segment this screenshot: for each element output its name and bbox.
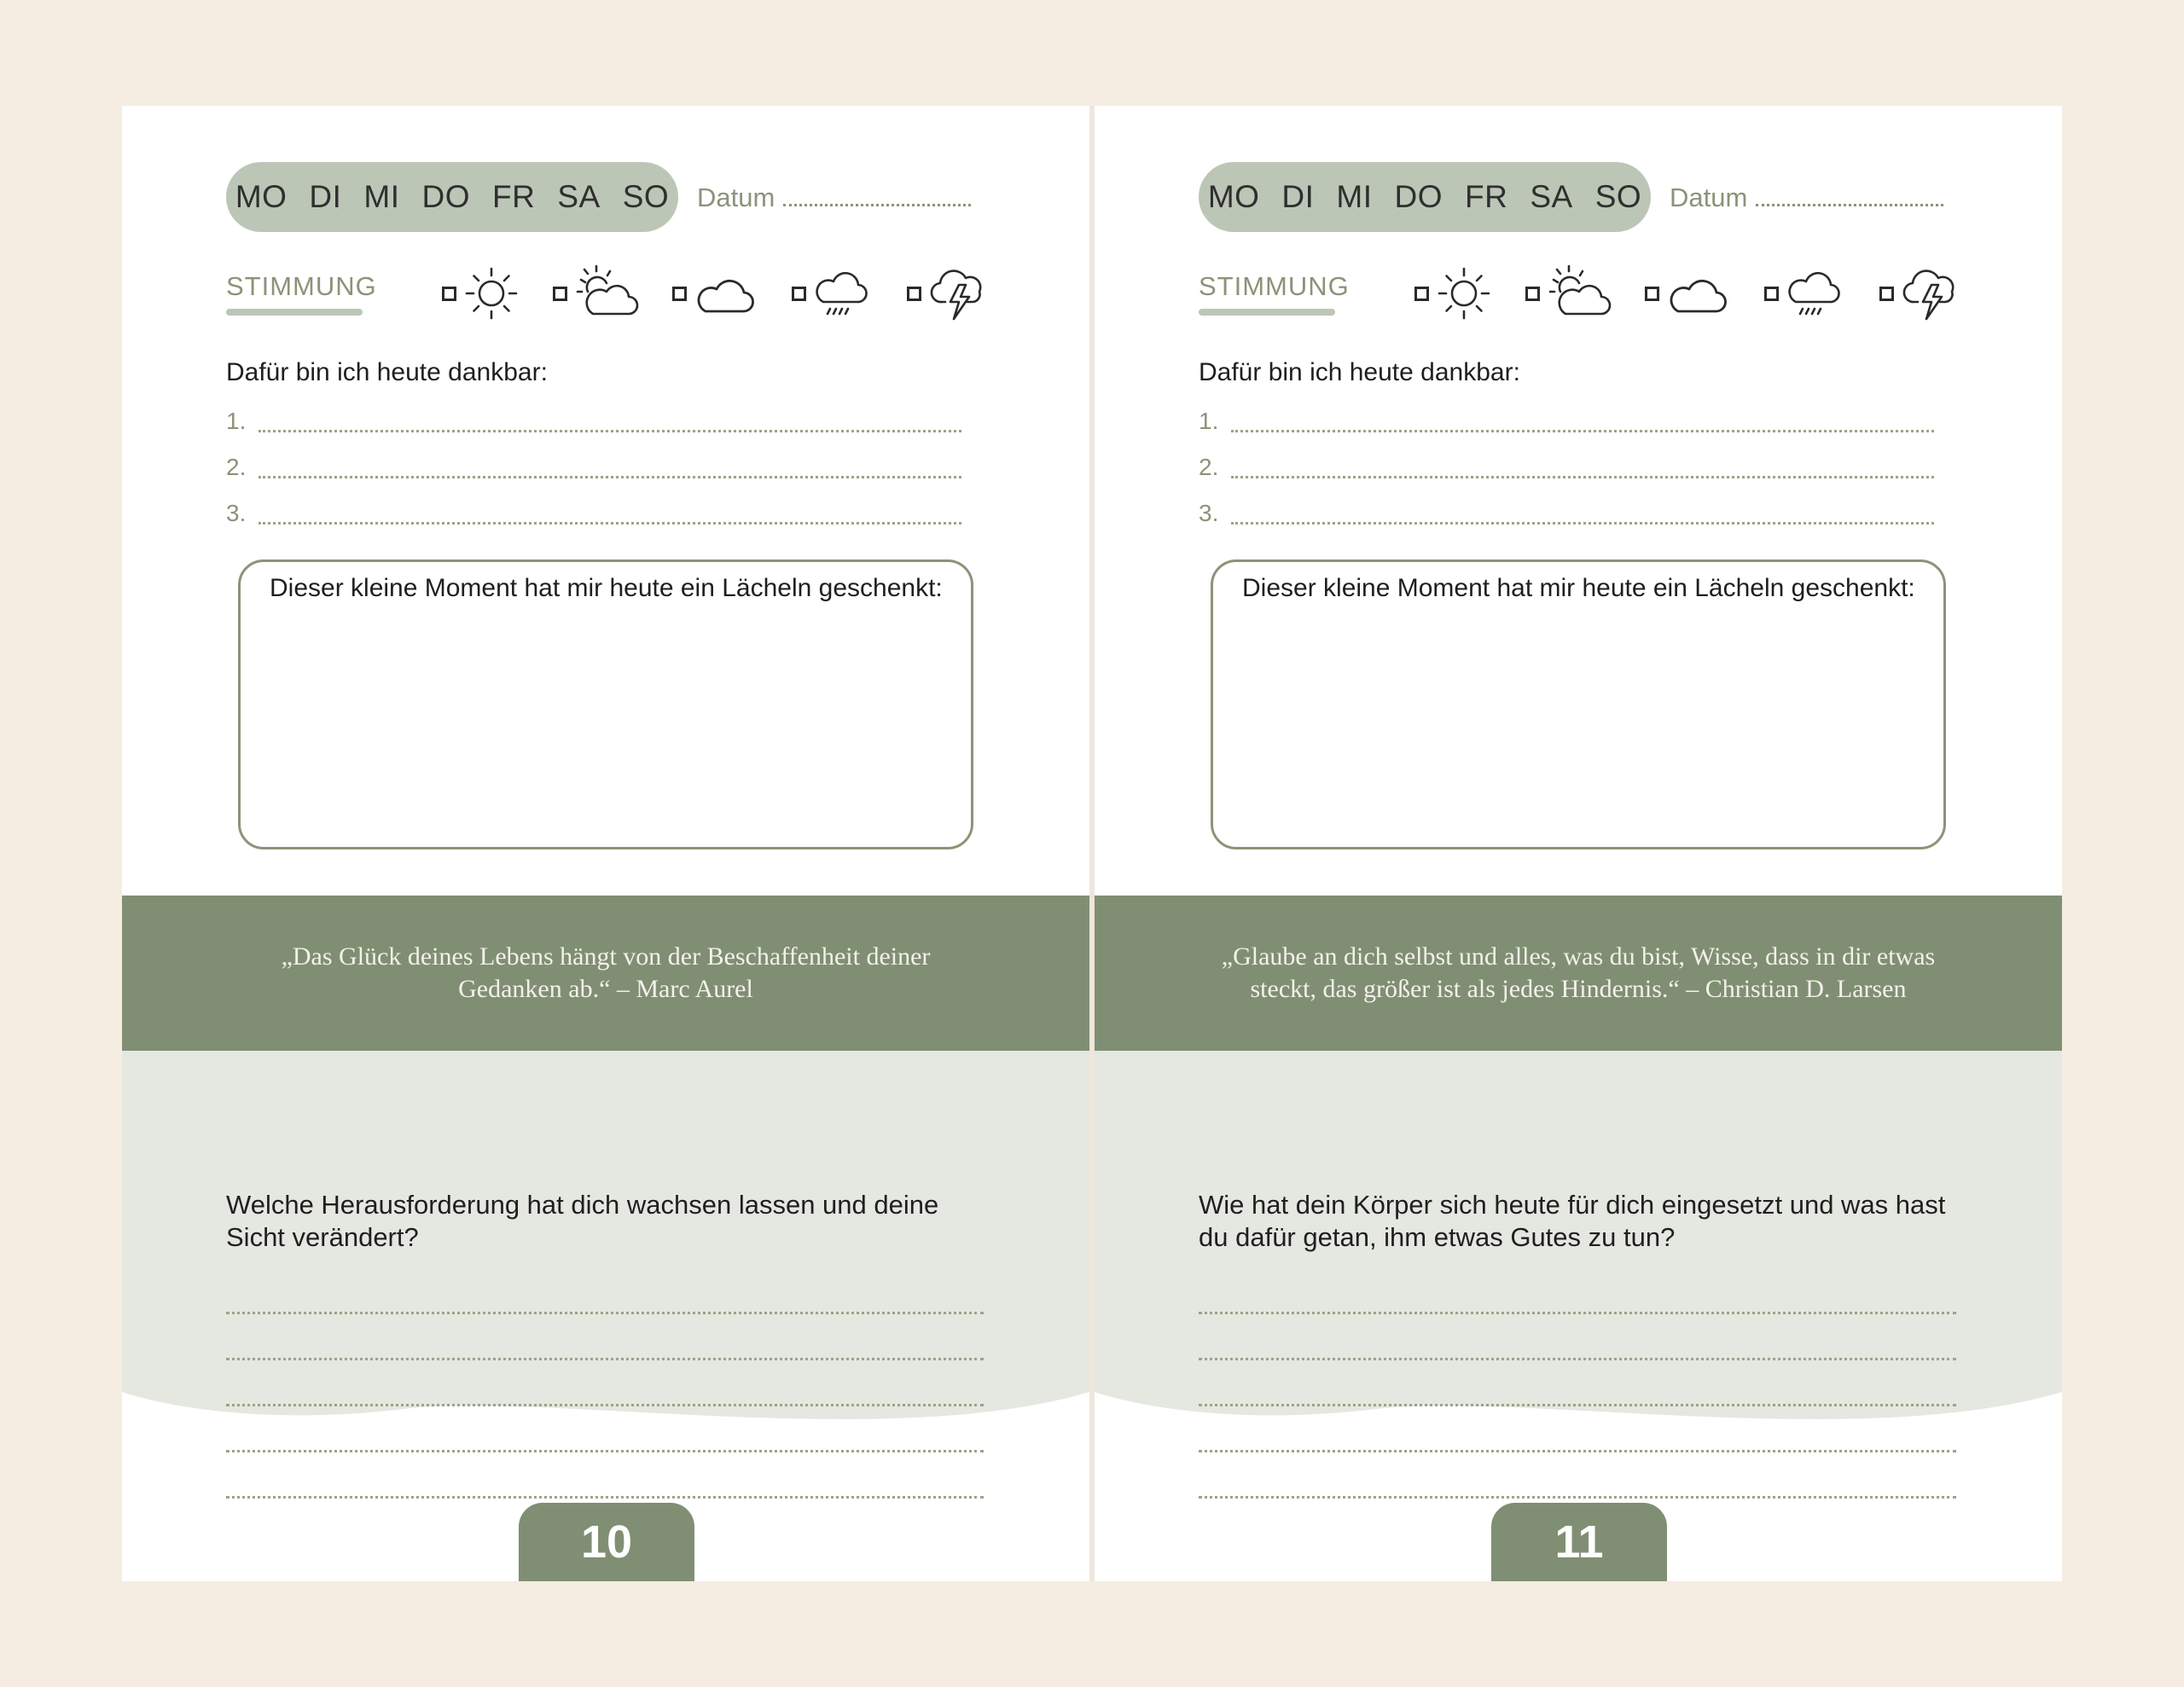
- gratitude-number: 1.: [226, 408, 247, 434]
- gratitude-dotted-line: [258, 476, 961, 478]
- mood-option-sun-cloud[interactable]: [553, 255, 641, 332]
- sun-icon: [462, 264, 521, 323]
- reflection-background: [1095, 1051, 2062, 1477]
- reflection-write-line[interactable]: [1199, 1450, 1956, 1452]
- quote-text: „Glaube an dich selbst und alles, was du bist, Wisse, dass in dir etwas steckt, das größer ist als jedes Hindernis.“ – Christian D. Larsen: [1221, 942, 1936, 1003]
- gratitude-dotted-line: [258, 522, 961, 525]
- mood-option-sun-cloud[interactable]: [1525, 255, 1613, 332]
- date-label: Datum: [697, 183, 775, 212]
- weekday-mi[interactable]: MI: [363, 179, 400, 214]
- rain-cloud-icon: [811, 261, 873, 326]
- weekday-mo[interactable]: MO: [235, 179, 288, 214]
- sun-cloud-icon: [1545, 261, 1613, 326]
- mood-checkbox[interactable]: [792, 287, 806, 301]
- date-field[interactable]: [1670, 183, 1943, 213]
- mood-checkbox[interactable]: [1525, 287, 1540, 301]
- mood-options: [442, 255, 1089, 332]
- mood-option-rain-cloud[interactable]: [1764, 255, 1845, 332]
- mood-options: [1414, 255, 2062, 332]
- mood-checkbox[interactable]: [1764, 287, 1779, 301]
- reflection-background: [122, 1051, 1089, 1477]
- gratitude-dotted-line: [1231, 522, 1934, 525]
- mood-option-sun[interactable]: [442, 255, 521, 332]
- mood-label-underline: [226, 309, 363, 316]
- gratitude-line[interactable]: [226, 404, 961, 438]
- date-field[interactable]: [697, 183, 971, 213]
- gratitude-line[interactable]: [1199, 496, 1934, 530]
- mood-option-cloud[interactable]: [1645, 255, 1731, 332]
- weekday-sa[interactable]: SA: [557, 179, 601, 214]
- cloud-icon: [692, 264, 758, 323]
- gratitude-dotted-line: [1231, 430, 1934, 432]
- mood-option-sun[interactable]: [1414, 255, 1494, 332]
- weekday-di[interactable]: DI: [309, 179, 342, 214]
- date-dotted-line: [1756, 188, 1943, 206]
- journal-page-left: [122, 106, 1089, 1581]
- reflection-write-line[interactable]: [226, 1496, 984, 1499]
- mood-checkbox[interactable]: [672, 287, 687, 301]
- journal-spread: [122, 106, 2062, 1581]
- weekday-so[interactable]: SO: [622, 179, 670, 214]
- gratitude-line[interactable]: [226, 450, 961, 484]
- page-number: 10: [519, 1503, 694, 1581]
- weekday-so[interactable]: SO: [1594, 179, 1642, 214]
- reflection-write-line[interactable]: [226, 1450, 984, 1452]
- weekday-fr[interactable]: FR: [492, 179, 536, 214]
- weekday-fr[interactable]: FR: [1465, 179, 1508, 214]
- reflection-write-line[interactable]: [226, 1312, 984, 1314]
- mood-checkbox[interactable]: [1414, 287, 1429, 301]
- reflection-write-line[interactable]: [1199, 1404, 1956, 1406]
- mood-option-rain-cloud[interactable]: [792, 255, 873, 332]
- gratitude-dotted-line: [1231, 476, 1934, 478]
- quote-text: „Das Glück deines Lebens hängt von der Beschaffenheit deiner Gedanken ab.“ – Marc Aurel: [281, 942, 931, 1003]
- weekday-selector: [1199, 162, 1651, 232]
- smile-moment-label: Dieser kleine Moment hat mir heute ein Lächeln geschenkt:: [1242, 574, 1915, 602]
- gratitude-line[interactable]: [226, 496, 961, 530]
- mood-label-underline: [1199, 309, 1335, 316]
- reflection-write-line[interactable]: [1199, 1496, 1956, 1499]
- mood-label: STIMMUNG: [1199, 271, 1350, 301]
- gratitude-number: 1.: [1199, 408, 1219, 434]
- journal-page-right: [1095, 106, 2062, 1581]
- smile-moment-box[interactable]: [238, 559, 973, 849]
- mood-checkbox[interactable]: [442, 287, 456, 301]
- reflection-write-line[interactable]: [226, 1358, 984, 1360]
- gratitude-line[interactable]: [1199, 404, 1934, 438]
- gratitude-dotted-line: [258, 430, 961, 432]
- mood-checkbox[interactable]: [907, 287, 921, 301]
- weekday-mi[interactable]: MI: [1336, 179, 1373, 214]
- date-label: Datum: [1670, 183, 1748, 212]
- mood-option-cloud[interactable]: [672, 255, 758, 332]
- gratitude-number: 2.: [226, 454, 247, 480]
- thunderstorm-icon: [926, 259, 991, 328]
- mood-option-thunderstorm[interactable]: [1879, 255, 1964, 332]
- mood-label: STIMMUNG: [226, 271, 377, 301]
- reflection-question: Welche Herausforderung hat dich wachsen lassen und deine Sicht verändert?: [226, 1190, 939, 1252]
- gratitude-number: 2.: [1199, 454, 1219, 480]
- reflection-question: Wie hat dein Körper sich heute für dich eingesetzt und was hast du dafür getan, ihm etwas Gutes zu tun?: [1199, 1190, 1946, 1252]
- reflection-section: [122, 1051, 1089, 1477]
- weekday-do[interactable]: DO: [1394, 179, 1443, 214]
- gratitude-line[interactable]: [1199, 450, 1934, 484]
- rain-cloud-icon: [1784, 261, 1845, 326]
- sun-cloud-icon: [572, 261, 641, 326]
- reflection-write-line[interactable]: [1199, 1312, 1956, 1314]
- weekday-do[interactable]: DO: [421, 179, 471, 214]
- weekday-di[interactable]: DI: [1281, 179, 1315, 214]
- date-dotted-line: [783, 188, 971, 206]
- mood-option-thunderstorm[interactable]: [907, 255, 991, 332]
- quote-band: [1095, 896, 2062, 1051]
- reflection-section: [1095, 1051, 2062, 1477]
- mood-checkbox[interactable]: [1645, 287, 1659, 301]
- mood-checkbox[interactable]: [1879, 287, 1894, 301]
- gratitude-number: 3.: [226, 500, 247, 526]
- quote-band: [122, 896, 1089, 1051]
- weekday-sa[interactable]: SA: [1530, 179, 1573, 214]
- gratitude-title: Dafür bin ich heute dankbar:: [1199, 358, 1520, 386]
- smile-moment-label: Dieser kleine Moment hat mir heute ein Lächeln geschenkt:: [270, 574, 943, 602]
- weekday-selector: [226, 162, 678, 232]
- gratitude-number: 3.: [1199, 500, 1219, 526]
- weekday-mo[interactable]: MO: [1207, 179, 1260, 214]
- smile-moment-box[interactable]: [1211, 559, 1946, 849]
- thunderstorm-icon: [1899, 259, 1964, 328]
- cloud-icon: [1664, 264, 1731, 323]
- page-number: 11: [1491, 1503, 1667, 1581]
- reflection-write-line[interactable]: [226, 1404, 984, 1406]
- gratitude-title: Dafür bin ich heute dankbar:: [226, 358, 548, 386]
- reflection-write-line[interactable]: [1199, 1358, 1956, 1360]
- sun-icon: [1434, 264, 1494, 323]
- mood-checkbox[interactable]: [553, 287, 567, 301]
